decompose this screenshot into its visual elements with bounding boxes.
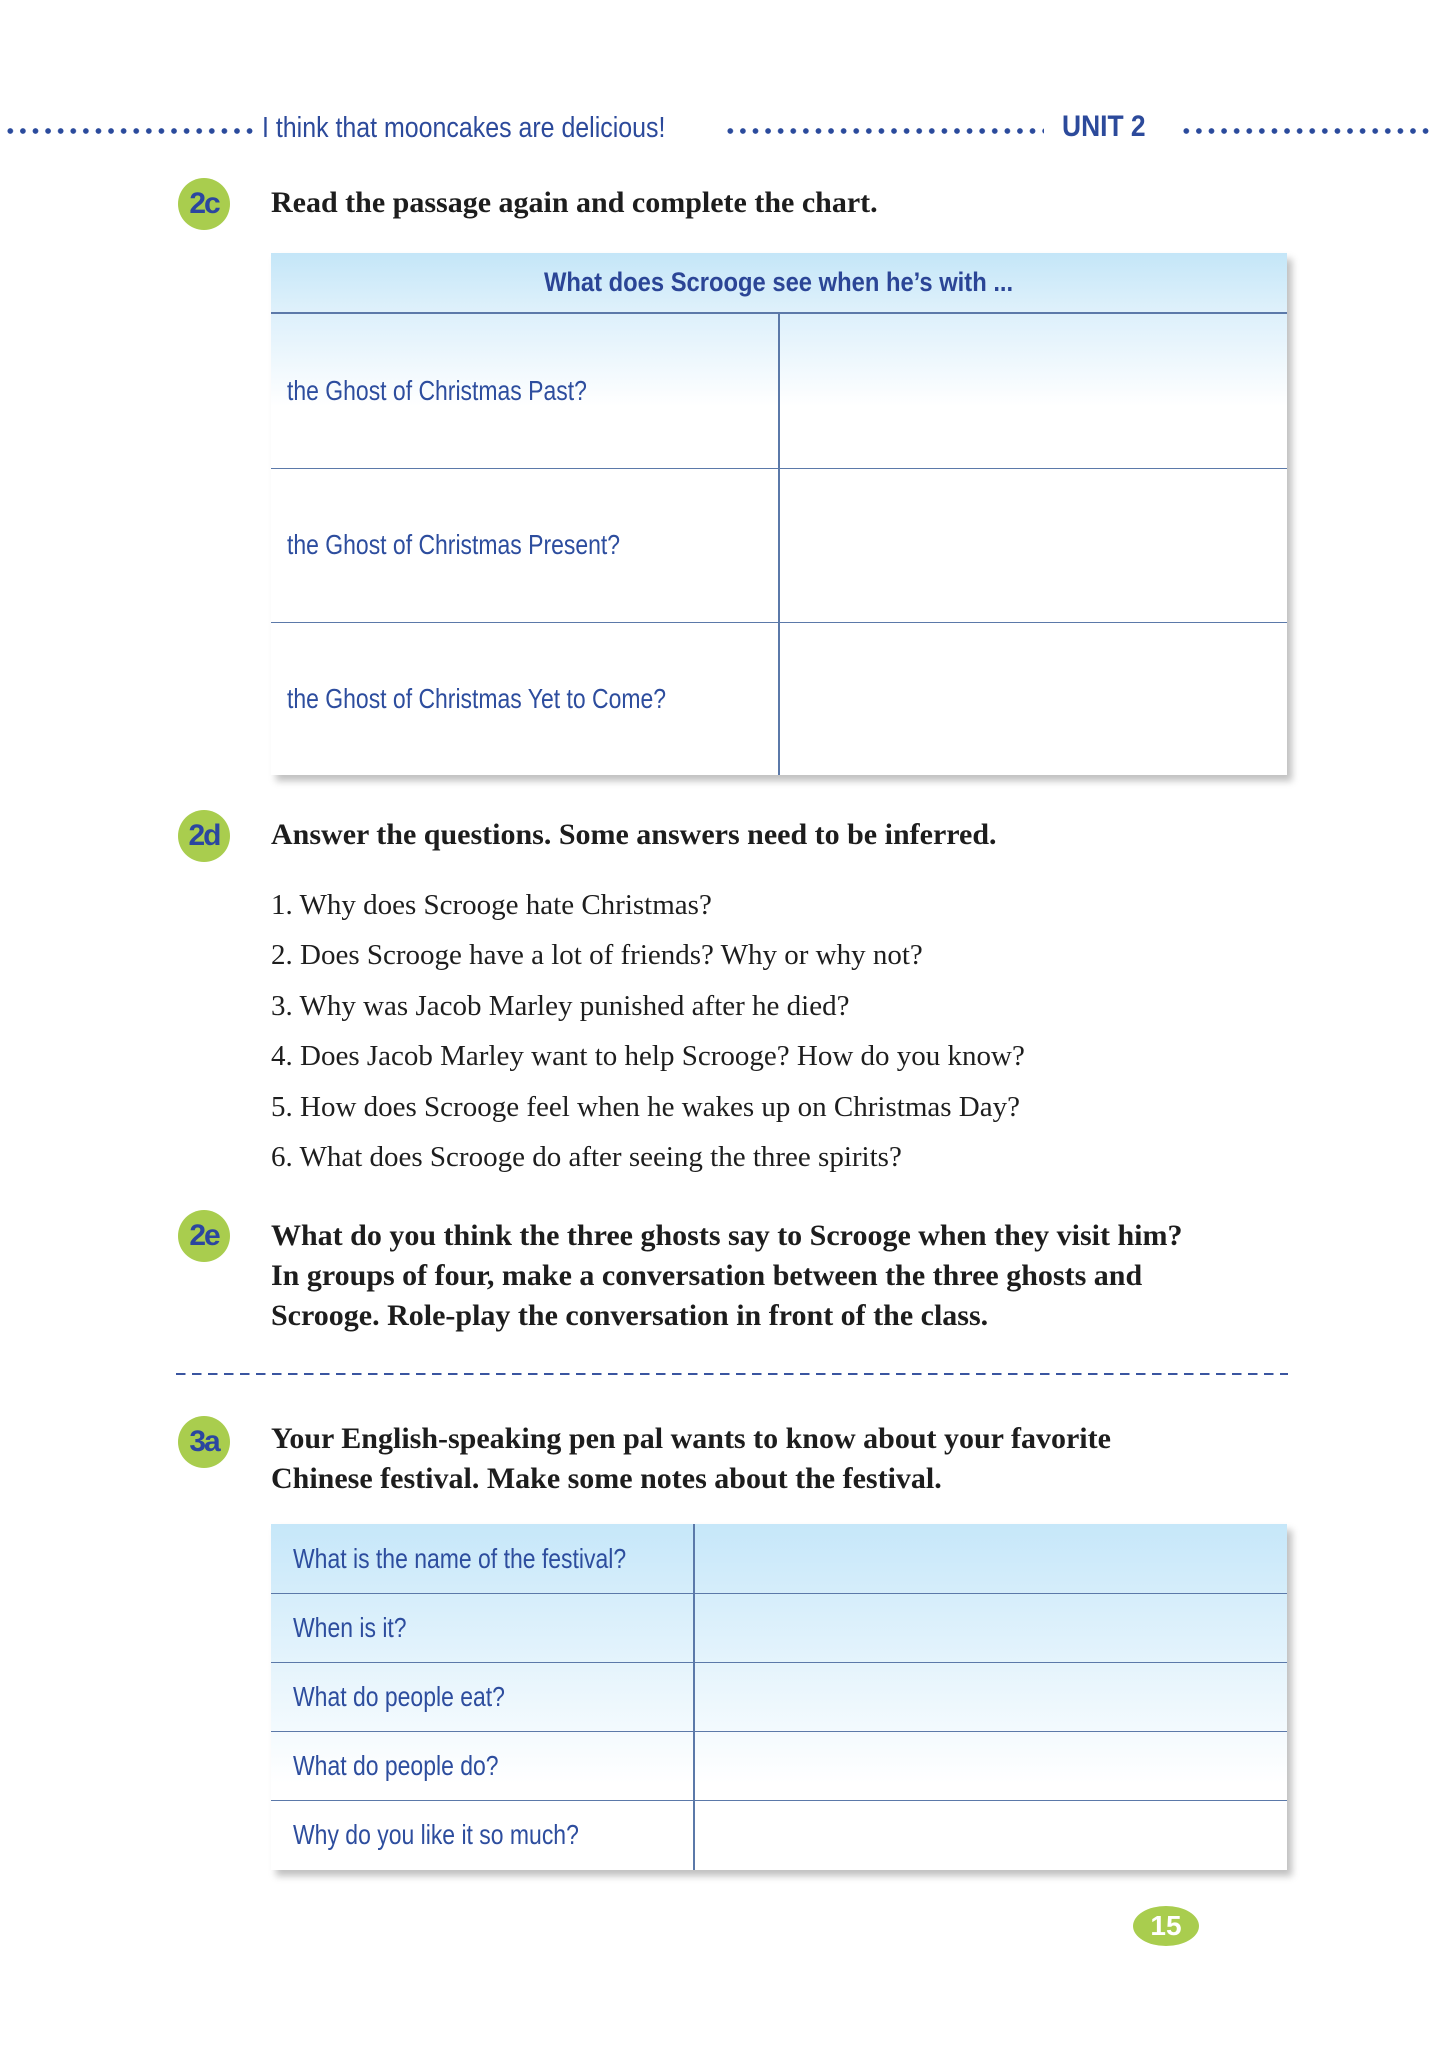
notes-row: [271, 1524, 1287, 1594]
notes-answer-cell[interactable]: [695, 1524, 1287, 1593]
instruction-line: Your English-speaking pen pal wants to know about your favorite: [271, 1422, 1111, 1455]
instruction-2c: Read the passage again and complete the chart.: [271, 186, 878, 219]
notes-row: [271, 1662, 1287, 1732]
unit-label: UNIT 2: [1062, 110, 1146, 143]
notes-row-prompt: Why do you like it so much?: [293, 1819, 579, 1850]
festival-notes-table: [271, 1524, 1287, 1870]
notes-row-prompt: What do people eat?: [293, 1680, 505, 1712]
section-badge-2d: 2d: [178, 810, 230, 862]
chart-header: [271, 253, 1287, 314]
instruction-line: What do you think the three ghosts say to Scrooge when they visit him?: [271, 1219, 1183, 1252]
chart-answer-cell[interactable]: [780, 622, 1287, 776]
question-item: 3. Why was Jacob Marley punished after he died?: [271, 989, 850, 1022]
notes-answer-cell[interactable]: [695, 1662, 1287, 1731]
instruction-3a: [271, 1419, 1111, 1499]
notes-row: [271, 1731, 1287, 1801]
column-divider: [693, 1524, 695, 1870]
page-number: 15: [1133, 1906, 1199, 1946]
chart-row-prompt: the Ghost of Christmas Present?: [287, 529, 621, 560]
running-header-title: I think that mooncakes are delicious!: [262, 112, 666, 144]
question-item: 1. Why does Scrooge hate Christmas?: [271, 889, 712, 921]
question-list: [271, 880, 1025, 1182]
notes-row-prompt: What is the name of the festival?: [293, 1542, 627, 1574]
chart-answer-cell[interactable]: [780, 314, 1287, 468]
notes-row: [271, 1800, 1287, 1870]
instruction-line: In groups of four, make a conversation between the three ghosts and: [271, 1259, 1143, 1292]
question-item: 2. Does Scrooge have a lot of friends? Why or why not?: [271, 939, 923, 972]
question-item: 6. What does Scrooge do after seeing the three spirits?: [271, 1140, 902, 1173]
dotted-rule-middle: [724, 128, 1044, 134]
dotted-rule-right: [1180, 128, 1434, 134]
notes-row-prompt: What do people do?: [293, 1749, 499, 1781]
instruction-line: Chinese festival. Make some notes about the festival.: [271, 1462, 942, 1495]
instruction-line: Scrooge. Role-play the conversation in front of the class.: [271, 1299, 989, 1332]
section-divider: [176, 1373, 1288, 1375]
chart-row-prompt: the Ghost of Christmas Past?: [287, 375, 587, 406]
instruction-2d: Answer the questions. Some answers need to be inferred.: [271, 818, 997, 851]
notes-answer-cell[interactable]: [695, 1731, 1287, 1800]
running-header: [0, 108, 1434, 152]
section-badge-2e: 2e: [178, 1210, 230, 1262]
section-badge-3a: 3a: [178, 1416, 230, 1468]
chart-header-text: What does Scrooge see when he’s with ...: [544, 267, 1014, 297]
chart-answer-cell[interactable]: [780, 468, 1287, 622]
chart-row-prompt: the Ghost of Christmas Yet to Come?: [287, 683, 667, 714]
dotted-rule-left: [4, 128, 258, 134]
column-divider: [778, 314, 780, 775]
notes-row: [271, 1593, 1287, 1663]
section-badge-2c: 2c: [178, 178, 230, 230]
scrooge-ghost-chart: [271, 253, 1287, 775]
question-item: 5. How does Scrooge feel when he wakes up on Christmas Day?: [271, 1090, 1020, 1123]
notes-answer-cell[interactable]: [695, 1800, 1287, 1870]
notes-answer-cell[interactable]: [695, 1593, 1287, 1662]
question-item: 4. Does Jacob Marley want to help Scrooge? How do you know?: [271, 1040, 1025, 1073]
instruction-2e: [271, 1216, 1182, 1336]
notes-row-prompt: When is it?: [293, 1611, 407, 1643]
